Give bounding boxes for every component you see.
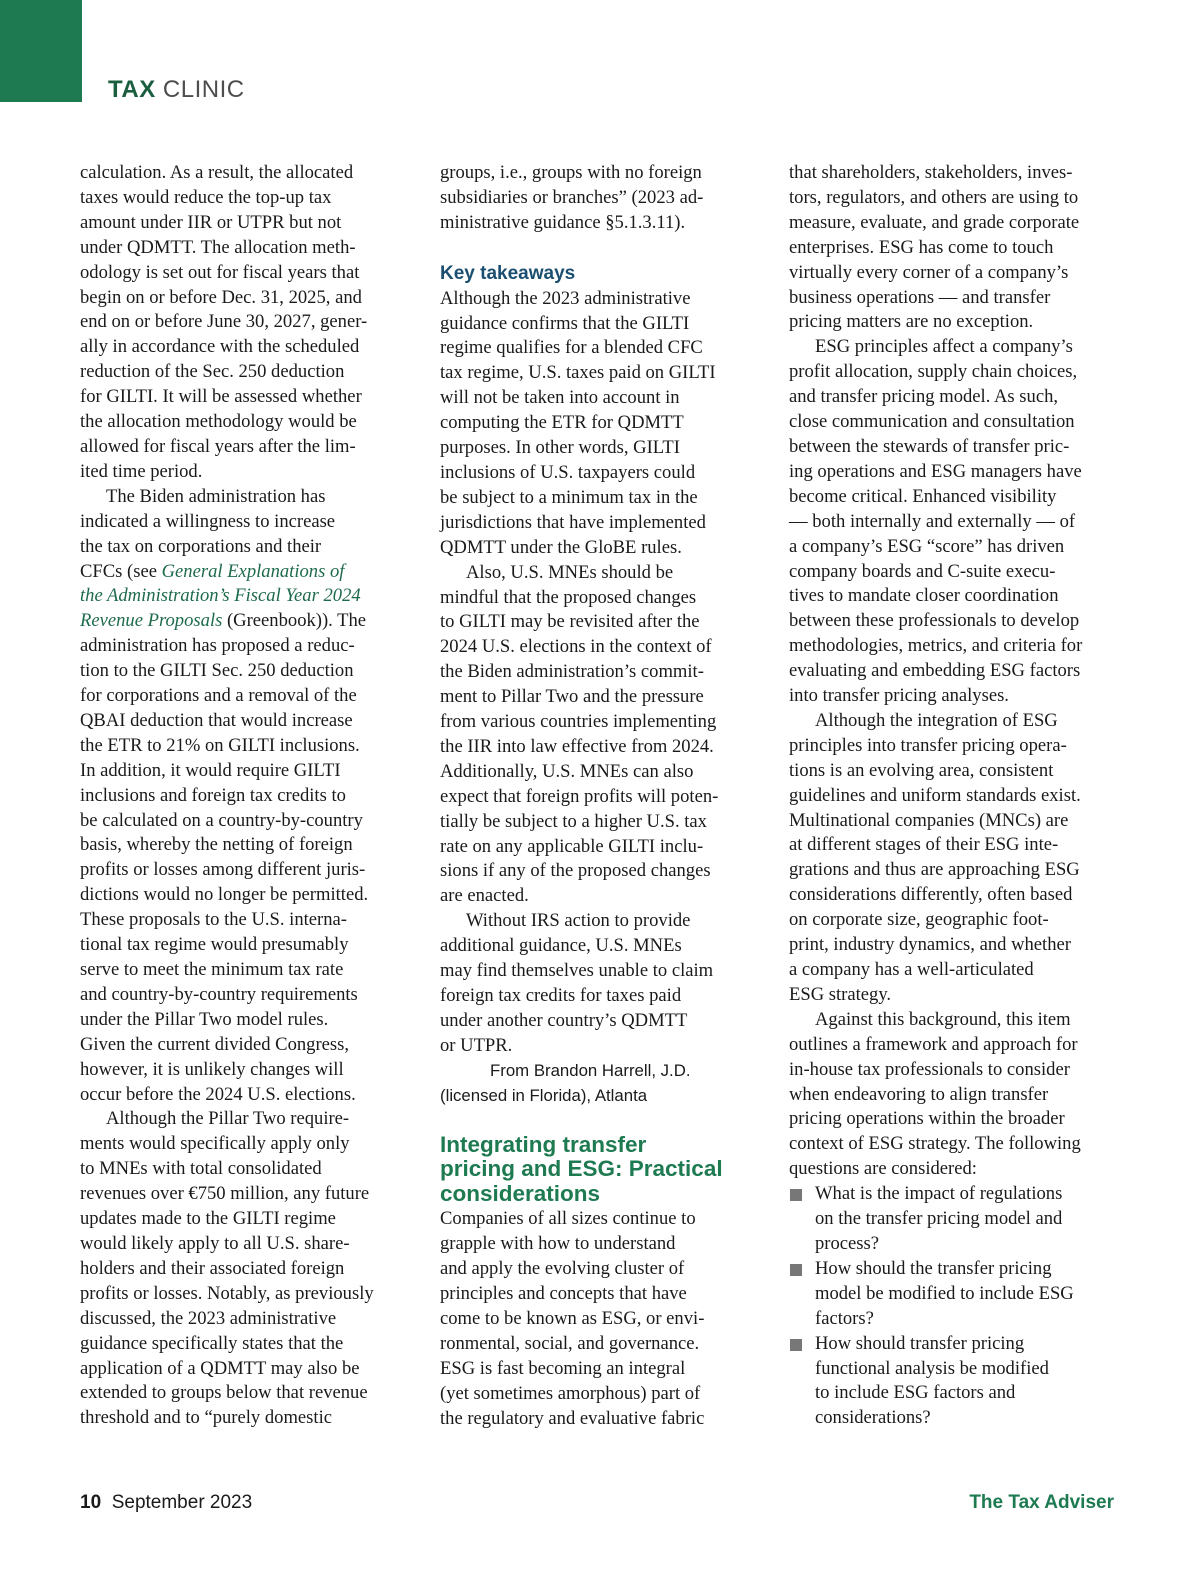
text-line: odology is set out for fiscal years that bbox=[80, 261, 360, 283]
text-line: purposes. In other words, GILTI bbox=[440, 437, 680, 459]
text-line: a company has a well-articulated bbox=[789, 959, 1034, 980]
text-line: groups, i.e., groups with no foreign bbox=[440, 162, 702, 183]
greenbook-link[interactable]: the Administration’s Fiscal Year 2024 bbox=[80, 585, 361, 607]
text-line: however, it is unlikely changes will bbox=[80, 1058, 344, 1080]
paragraph bbox=[80, 161, 402, 485]
text-line: outlines a framework and approach for bbox=[789, 1033, 1078, 1055]
text-line: inclusions of U.S. taxpayers could bbox=[440, 461, 696, 483]
text-line: and transfer pricing model. As such, bbox=[789, 386, 1059, 408]
paragraph bbox=[789, 1008, 1119, 1182]
paragraph bbox=[80, 485, 402, 560]
text-line: for corporations and a removal of the bbox=[80, 685, 357, 707]
text-line: rate on any applicable GILTI inclu- bbox=[440, 835, 704, 857]
text-line: Multinational companies (MNCs) are bbox=[789, 809, 1069, 831]
text-line: tional tax regime would presumably bbox=[80, 934, 349, 956]
text-line: virtually every corner of a company’s bbox=[789, 261, 1069, 283]
square-bullet-icon bbox=[790, 1339, 802, 1351]
text-line: Against this background, this item bbox=[815, 1008, 1071, 1030]
text-line: functional analysis be modified bbox=[815, 1357, 1049, 1379]
square-bullet-icon bbox=[790, 1264, 802, 1276]
text-line: begin on or before Dec. 31, 2025, and bbox=[80, 286, 362, 308]
text-line: on the transfer pricing model and bbox=[815, 1208, 1063, 1230]
text-line: and country-by-country requirements bbox=[80, 983, 358, 1005]
text-line: grations and thus are approaching ESG bbox=[789, 859, 1080, 881]
text-line: close communication and consultation bbox=[789, 411, 1075, 433]
paragraph bbox=[440, 161, 756, 236]
issue-date: September 2023 bbox=[111, 1492, 253, 1513]
text-line: amount under IIR or UTPR but not bbox=[80, 211, 342, 233]
text-line: are enacted. bbox=[440, 885, 529, 907]
text-line: principles into transfer pricing opera- bbox=[789, 734, 1067, 756]
text-line: ESG strategy. bbox=[789, 983, 892, 1005]
text-line: be subject to a minimum tax in the bbox=[440, 486, 698, 508]
text-line: end on or before June 30, 2027, gener- bbox=[80, 311, 368, 333]
text-line: ESG is fast becoming an integral bbox=[440, 1357, 686, 1379]
text-line: from various countries implementing bbox=[440, 711, 717, 733]
text-line: under QDMTT. The allocation meth- bbox=[80, 236, 356, 258]
text-line: guidance specifically states that the bbox=[80, 1332, 344, 1354]
text-line: extended to groups below that revenue bbox=[80, 1382, 368, 1404]
text-line: guidelines and uniform standards exist. bbox=[789, 784, 1081, 806]
text-line: questions are considered: bbox=[789, 1158, 977, 1180]
text-line: on corporate size, geographic foot- bbox=[789, 909, 1049, 931]
footer-page-info bbox=[80, 1492, 252, 1514]
text-line: process? bbox=[815, 1232, 880, 1254]
text-line: between the stewards of transfer pric- bbox=[789, 435, 1070, 457]
question-item bbox=[789, 1182, 1119, 1257]
text-line: tion to the GILTI Sec. 250 deduction bbox=[80, 660, 354, 682]
text-line: ment to Pillar Two and the pressure bbox=[440, 686, 704, 708]
text-line: business operations — and transfer bbox=[789, 286, 1051, 308]
text-line: under another country’s QDMTT bbox=[440, 1009, 688, 1031]
text-line: threshold and to “purely domestic bbox=[80, 1407, 332, 1429]
spacer bbox=[440, 236, 756, 262]
text-line: How should the transfer pricing bbox=[815, 1257, 1052, 1279]
text-line: Although the 2023 administrative bbox=[440, 287, 691, 309]
text-line: occur before the 2024 U.S. elections. bbox=[80, 1083, 356, 1105]
text-line: jurisdictions that have implemented bbox=[440, 511, 706, 533]
text-line: dictions would no longer be permitted. bbox=[80, 884, 369, 906]
paragraph bbox=[440, 561, 756, 910]
greenbook-link[interactable]: Revenue Proposals bbox=[80, 610, 223, 632]
text-line: enterprises. ESG has come to touch bbox=[789, 236, 1054, 258]
text-line: Additionally, U.S. MNEs can also bbox=[440, 760, 694, 782]
text-line: grapple with how to understand bbox=[440, 1233, 676, 1255]
question-item bbox=[789, 1257, 1119, 1332]
text-line: allowed for fiscal years after the lim- bbox=[80, 435, 356, 457]
text-line: considerations differently, often based bbox=[789, 884, 1073, 906]
text-line: Although the Pillar Two require- bbox=[106, 1108, 350, 1130]
text-line: inclusions and foreign tax credits to bbox=[80, 784, 346, 806]
text-line: reduction of the Sec. 250 deduction bbox=[80, 361, 345, 383]
text-line: ally in accordance with the scheduled bbox=[80, 336, 360, 358]
text-line: tax regime, U.S. taxes paid on GILTI bbox=[440, 362, 716, 384]
text-line: the allocation methodology would be bbox=[80, 411, 357, 433]
text-line: discussed, the 2023 administrative bbox=[80, 1307, 337, 1329]
text-line: (yet sometimes amorphous) part of bbox=[440, 1382, 701, 1404]
key-takeaways-heading: Key takeaways bbox=[440, 262, 576, 284]
text-line: methodologies, metrics, and criteria for bbox=[789, 635, 1083, 657]
text-line: to include ESG factors and bbox=[815, 1382, 1016, 1404]
text-line: model be modified to include ESG bbox=[815, 1282, 1074, 1304]
text-line: the IIR into law effective from 2024. bbox=[440, 735, 714, 757]
text-line: regime qualifies for a blended CFC bbox=[440, 337, 703, 359]
text-line: the tax on corporations and their bbox=[80, 535, 322, 557]
text-line: profits or losses among different juris- bbox=[80, 859, 366, 881]
paragraph bbox=[80, 1107, 402, 1431]
text-line: QDMTT under the GloBE rules. bbox=[440, 536, 682, 558]
text-line: sions if any of the proposed changes bbox=[440, 860, 711, 882]
text-line: calculation. As a result, the allocated bbox=[80, 162, 354, 183]
column-3 bbox=[789, 161, 1119, 1431]
text-line: profit allocation, supply chain choices, bbox=[789, 361, 1078, 383]
text-line: taxes would reduce the top-up tax bbox=[80, 186, 332, 208]
text-line: a company’s ESG “score” has driven bbox=[789, 535, 1065, 557]
text-line: holders and their associated foreign bbox=[80, 1257, 345, 1279]
text-line: tions is an evolving area, consistent bbox=[789, 759, 1054, 781]
text-line: become critical. Enhanced visibility bbox=[789, 485, 1057, 507]
heading-line: Integrating transfer bbox=[440, 1131, 647, 1157]
text-line: into transfer pricing analyses. bbox=[789, 685, 1009, 707]
text-line: QBAI deduction that would increase bbox=[80, 709, 353, 731]
text-line: the regulatory and evaluative fabric bbox=[440, 1407, 705, 1429]
publication-name: The Tax Adviser bbox=[969, 1492, 1114, 1513]
text-line: CFCs (see General Explanations of bbox=[80, 560, 345, 582]
text-line: application of a QDMTT may also be bbox=[80, 1357, 360, 1379]
text-line: 2024 U.S. elections in the context of bbox=[440, 636, 712, 658]
text-line: profits or losses. Notably, as previously bbox=[80, 1282, 374, 1304]
paragraph bbox=[789, 335, 1119, 709]
paragraph bbox=[789, 161, 1119, 335]
text-line: to GILTI may be revisited after the bbox=[440, 611, 700, 633]
text-line: The Biden administration has bbox=[106, 485, 326, 507]
page-number: 10 bbox=[80, 1492, 102, 1513]
text-line: — both internally and externally — of bbox=[789, 510, 1076, 532]
text-line: Given the current divided Congress, bbox=[80, 1033, 350, 1055]
text-line: will not be taken into account in bbox=[440, 387, 680, 409]
text-line: be calculated on a country-by-country bbox=[80, 809, 363, 831]
text-line: factors? bbox=[815, 1307, 874, 1329]
heading-line: considerations bbox=[440, 1181, 601, 1207]
column-2 bbox=[440, 161, 756, 1431]
text-line: What is the impact of regulations bbox=[815, 1183, 1063, 1205]
text-line: ministrative guidance §5.1.3.11). bbox=[440, 211, 686, 233]
text-line: Revenue Proposals (Greenbook)). The bbox=[80, 610, 367, 632]
text-line: and apply the evolving cluster of bbox=[440, 1258, 685, 1280]
text-line: come to be known as ESG, or envi- bbox=[440, 1307, 705, 1329]
text-line: considerations? bbox=[815, 1407, 931, 1429]
paragraph bbox=[789, 709, 1119, 1008]
spacer bbox=[440, 1109, 756, 1133]
text-line: principles and concepts that have bbox=[440, 1282, 687, 1304]
paragraph bbox=[440, 909, 756, 1058]
text-line: tially be subject to a higher U.S. tax bbox=[440, 810, 707, 832]
text-line: mindful that the proposed changes bbox=[440, 586, 697, 608]
text-line: may find themselves unable to claim bbox=[440, 960, 714, 982]
text-line: pricing operations within the broader bbox=[789, 1108, 1065, 1130]
greenbook-link[interactable]: General Explanations of bbox=[161, 560, 345, 582]
article-heading bbox=[440, 1133, 756, 1208]
paragraph bbox=[440, 1207, 756, 1431]
author-byline: From Brandon Harrell, J.D. bbox=[490, 1060, 691, 1080]
text-line: tors, regulators, and others are using to bbox=[789, 186, 1079, 208]
text-line: Also, U.S. MNEs should be bbox=[466, 561, 674, 583]
paragraph bbox=[80, 634, 402, 1107]
text-line: How should transfer pricing bbox=[815, 1332, 1025, 1354]
question-list bbox=[789, 1182, 1119, 1431]
text-line: serve to meet the minimum tax rate bbox=[80, 959, 344, 980]
text-line: under the Pillar Two model rules. bbox=[80, 1008, 329, 1030]
text-line: or UTPR. bbox=[440, 1034, 513, 1056]
text-line: that shareholders, stakeholders, inves- bbox=[789, 162, 1073, 183]
section-label: TAX CLINIC bbox=[108, 76, 245, 103]
paragraph bbox=[440, 287, 756, 561]
text-line: Companies of all sizes continue to bbox=[440, 1208, 696, 1230]
text-line: ronmental, social, and governance. bbox=[440, 1332, 700, 1354]
text-line: print, industry dynamics, and whether bbox=[789, 934, 1071, 956]
text-line: the Biden administration’s commit- bbox=[440, 661, 704, 683]
text-line: Although the integration of ESG bbox=[815, 709, 1058, 731]
header-color-block bbox=[0, 0, 82, 102]
heading-line: pricing and ESG: Practical bbox=[440, 1156, 723, 1182]
text-line: updates made to the GILTI regime bbox=[80, 1208, 336, 1230]
text-line bbox=[80, 584, 402, 609]
text-line: guidance confirms that the GILTI bbox=[440, 312, 690, 334]
question-item bbox=[789, 1332, 1119, 1432]
text-line: measure, evaluate, and grade corporate bbox=[789, 211, 1080, 233]
text-line: ing operations and ESG managers have bbox=[789, 460, 1082, 482]
text-line: expect that foreign profits will poten- bbox=[440, 785, 719, 807]
text-line: the ETR to 21% on GILTI inclusions. bbox=[80, 734, 360, 756]
text-line: in-house tax professionals to consider bbox=[789, 1058, 1070, 1080]
text-line: basis, whereby the netting of foreign bbox=[80, 834, 353, 856]
text-line: indicated a willingness to increase bbox=[80, 510, 336, 532]
text-line: ESG principles affect a company’s bbox=[815, 336, 1073, 358]
text-line: subsidiaries or branches” (2023 ad- bbox=[440, 186, 704, 208]
text-line: ited time period. bbox=[80, 460, 203, 482]
text-line: ments would specifically apply only bbox=[80, 1133, 350, 1155]
text-line: between these professionals to develop bbox=[789, 610, 1080, 632]
text-line: would likely apply to all U.S. share- bbox=[80, 1232, 350, 1254]
text-line: foreign tax credits for taxes paid bbox=[440, 985, 682, 1006]
text-line: Without IRS action to provide bbox=[466, 910, 691, 932]
text-line: to MNEs with total consolidated bbox=[80, 1158, 322, 1180]
text-line: at different stages of their ESG inte- bbox=[789, 834, 1059, 856]
text-line: when endeavoring to align transfer bbox=[789, 1083, 1049, 1105]
author-byline: (licensed in Florida), Atlanta bbox=[440, 1085, 648, 1105]
text-line: administration has proposed a reduc- bbox=[80, 635, 355, 657]
text-line: In addition, it would require GILTI bbox=[80, 759, 341, 781]
text-line: tives to mandate closer coordination bbox=[789, 585, 1059, 607]
text-line: company boards and C-suite execu- bbox=[789, 560, 1056, 582]
text-line: additional guidance, U.S. MNEs bbox=[440, 935, 682, 957]
text-line: for GILTI. It will be assessed whether bbox=[80, 386, 362, 408]
column-1 bbox=[80, 161, 402, 1431]
text-line: pricing matters are no exception. bbox=[789, 311, 1034, 333]
square-bullet-icon bbox=[790, 1189, 802, 1201]
text-line: These proposals to the U.S. interna- bbox=[80, 909, 347, 931]
text-line: revenues over €750 million, any future bbox=[80, 1183, 370, 1205]
text-line: context of ESG strategy. The following bbox=[789, 1133, 1081, 1155]
text-line: evaluating and embedding ESG factors bbox=[789, 660, 1081, 682]
text-line: computing the ETR for QDMTT bbox=[440, 412, 684, 434]
